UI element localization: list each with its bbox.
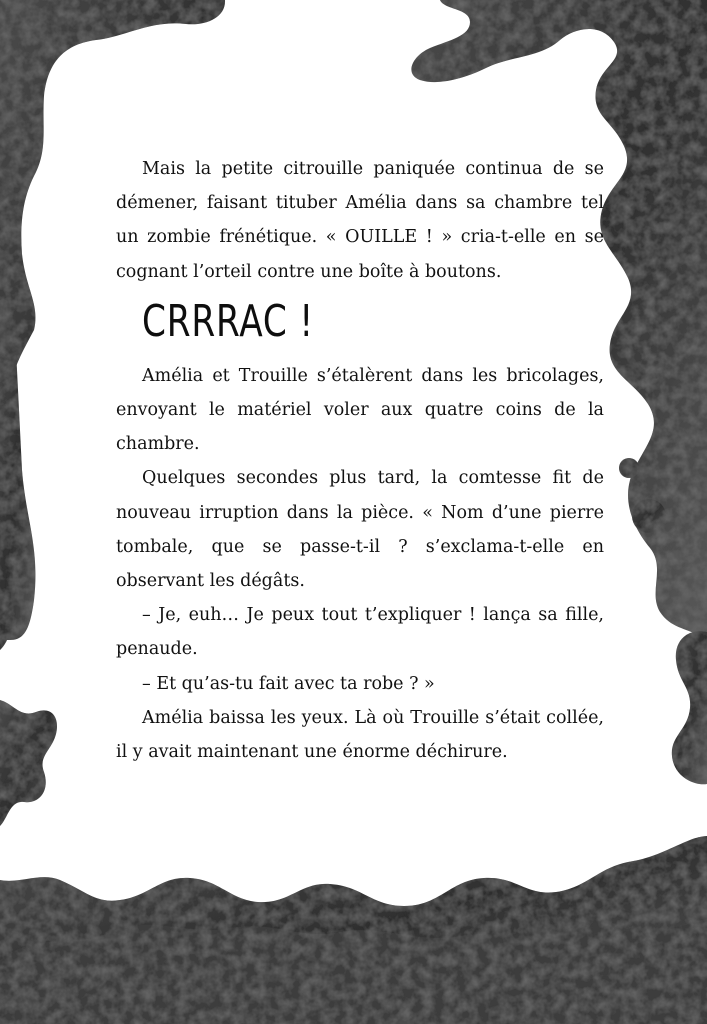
splash-drop-1 xyxy=(619,458,639,478)
paragraph-6: Amélia baissa les yeux. Là où Trouille s’était collée, il y avait maintenant une énorme déchirure. xyxy=(116,707,604,763)
paragraph-4: – Je, euh… Je peux tout t’expliquer ! lança sa fille, penaude. xyxy=(116,605,604,660)
splash-drop-2 xyxy=(632,499,666,533)
story-text xyxy=(116,152,604,769)
paragraph-3: Quelques secondes plus tard, la comtesse fit de nouveau irruption dans la pièce. « Nom d’une pierre tombale, que se passe-t-il ? s’exclama-t-elle en observant les dégâts. xyxy=(116,468,604,592)
splash-right-lower xyxy=(672,631,707,784)
paragraph-5: – Et qu’as-tu fait avec ta robe ? » xyxy=(142,673,435,694)
splash-bottom-wave xyxy=(0,920,707,1024)
paragraph-1: Mais la petite citrouille paniquée continua de se démener, faisant tituber Amélia dans sa chambre tel un zombie frénétique. « OUILLE ! » cria-t-elle en se cognant l’orteil contre une boîte à boutons. xyxy=(116,159,604,282)
paragraph-2: Amélia et Trouille s’étalèrent dans les bricolages, envoyant le matériel voler aux quatre coins de la chambre. xyxy=(116,365,604,455)
sound-effect: CRRRAC ! xyxy=(142,295,314,347)
splash-bottom-left xyxy=(0,700,57,826)
